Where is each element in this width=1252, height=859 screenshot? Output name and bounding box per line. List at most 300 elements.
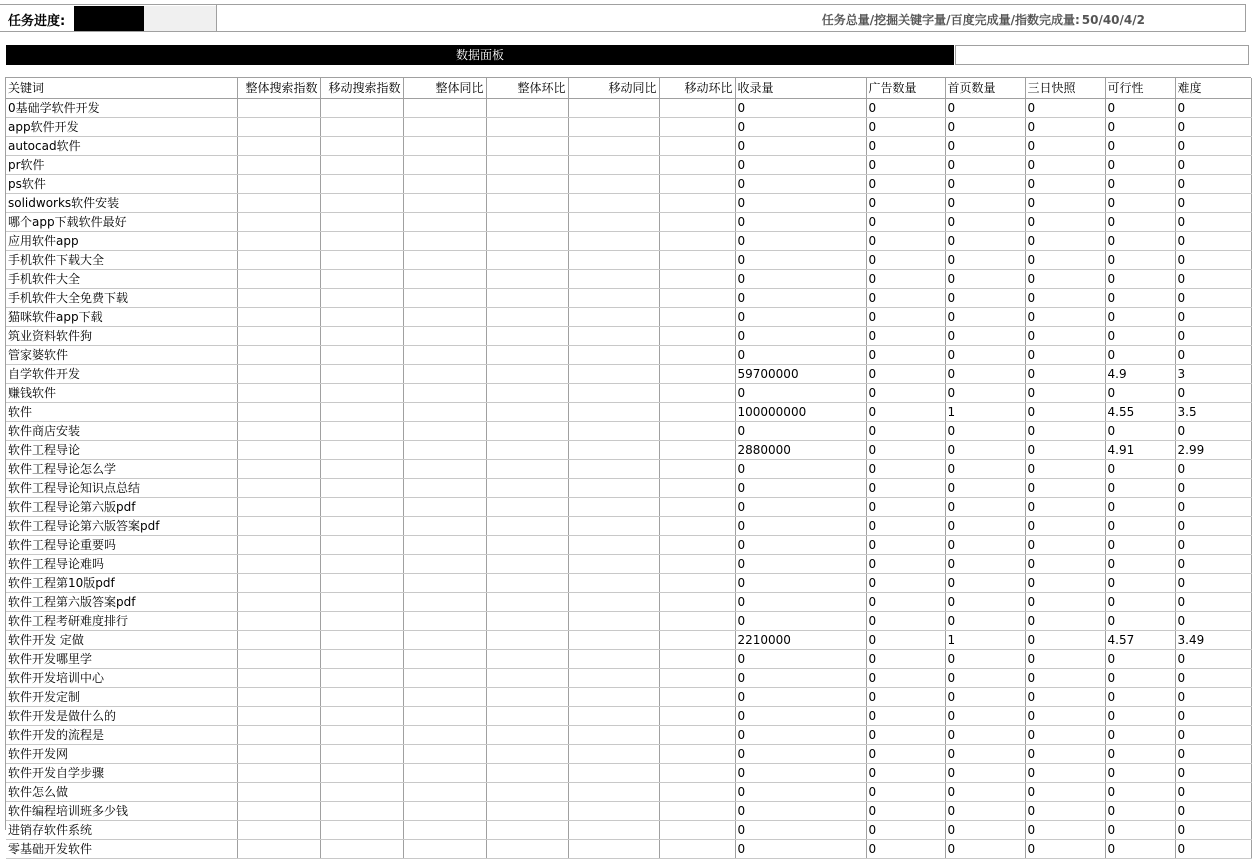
empty-cell <box>568 270 659 289</box>
value-cell: 0 <box>1105 764 1175 783</box>
value-cell: 0 <box>1175 802 1251 821</box>
table-row[interactable] <box>6 137 1251 156</box>
empty-cell <box>320 593 403 612</box>
value-cell: 0 <box>1175 726 1251 745</box>
value-cell: 0 <box>945 574 1025 593</box>
value-cell: 0 <box>1025 688 1105 707</box>
value-cell: 0 <box>1105 99 1175 118</box>
column-header[interactable]: 三日快照 <box>1025 78 1105 99</box>
value-cell: 0 <box>1105 574 1175 593</box>
value-cell: 0 <box>1025 308 1105 327</box>
value-cell: 0 <box>735 175 866 194</box>
empty-cell <box>320 498 403 517</box>
empty-cell <box>659 517 735 536</box>
task-summary-label: 任务总量/挖掘关键字量/百度完成量/指数完成量: <box>821 13 1080 27</box>
value-cell: 0 <box>866 346 945 365</box>
keyword-cell: 软件开发 定做 <box>6 631 237 650</box>
empty-cell <box>320 460 403 479</box>
keyword-cell: app软件开发 <box>6 118 237 137</box>
column-header[interactable]: 整体搜索指数 <box>237 78 320 99</box>
value-cell: 4.9 <box>1105 365 1175 384</box>
value-cell: 0 <box>1175 745 1251 764</box>
column-header[interactable]: 移动同比 <box>568 78 659 99</box>
empty-cell <box>237 612 320 631</box>
empty-cell <box>320 479 403 498</box>
empty-cell <box>320 137 403 156</box>
empty-cell <box>486 612 568 631</box>
value-cell: 0 <box>866 232 945 251</box>
table-row[interactable] <box>6 308 1251 327</box>
column-header[interactable]: 移动环比 <box>659 78 735 99</box>
progress-label: 任务进度: <box>8 14 66 29</box>
empty-cell <box>486 840 568 859</box>
column-header[interactable]: 首页数量 <box>945 78 1025 99</box>
value-cell: 0 <box>1025 327 1105 346</box>
empty-cell <box>568 156 659 175</box>
task-summary <box>822 11 1145 28</box>
value-cell: 0 <box>735 840 866 859</box>
empty-cell <box>403 631 486 650</box>
keyword-cell: 软件开发自学步骤 <box>6 764 237 783</box>
value-cell: 0 <box>866 213 945 232</box>
value-cell: 0 <box>1105 137 1175 156</box>
value-cell: 0 <box>866 726 945 745</box>
table-row[interactable] <box>6 612 1251 631</box>
table-row[interactable] <box>6 517 1251 536</box>
value-cell: 0 <box>1175 251 1251 270</box>
empty-cell <box>237 498 320 517</box>
value-cell: 0 <box>1175 536 1251 555</box>
table-row[interactable] <box>6 289 1251 308</box>
panel-side-box <box>955 45 1249 65</box>
empty-cell <box>486 517 568 536</box>
empty-cell <box>403 821 486 840</box>
empty-cell <box>568 574 659 593</box>
value-cell: 0 <box>866 270 945 289</box>
keyword-cell: pr软件 <box>6 156 237 175</box>
value-cell: 1 <box>945 403 1025 422</box>
value-cell: 0 <box>945 650 1025 669</box>
empty-cell <box>237 422 320 441</box>
empty-cell <box>568 441 659 460</box>
value-cell: 0 <box>866 327 945 346</box>
keyword-cell: 软件开发定制 <box>6 688 237 707</box>
empty-cell <box>403 289 486 308</box>
value-cell: 0 <box>1025 194 1105 213</box>
value-cell: 0 <box>1105 802 1175 821</box>
keyword-cell: 软件工程导论重要吗 <box>6 536 237 555</box>
value-cell: 0 <box>945 802 1025 821</box>
table-row[interactable] <box>6 688 1251 707</box>
empty-cell <box>403 99 486 118</box>
value-cell: 0 <box>945 422 1025 441</box>
value-cell: 0 <box>1105 422 1175 441</box>
table-row[interactable] <box>6 555 1251 574</box>
value-cell: 0 <box>866 460 945 479</box>
value-cell: 0 <box>1175 479 1251 498</box>
table-row[interactable] <box>6 574 1251 593</box>
table-row[interactable] <box>6 802 1251 821</box>
empty-cell <box>568 308 659 327</box>
empty-cell <box>568 802 659 821</box>
empty-cell <box>403 194 486 213</box>
empty-cell <box>237 650 320 669</box>
value-cell: 0 <box>1175 574 1251 593</box>
value-cell: 0 <box>735 821 866 840</box>
table-row[interactable] <box>6 270 1251 289</box>
value-cell: 0 <box>866 669 945 688</box>
empty-cell <box>659 289 735 308</box>
table-row[interactable] <box>6 441 1251 460</box>
column-header[interactable]: 整体同比 <box>403 78 486 99</box>
column-header[interactable]: 难度 <box>1175 78 1251 99</box>
empty-cell <box>486 308 568 327</box>
empty-cell <box>486 251 568 270</box>
value-cell: 0 <box>735 346 866 365</box>
value-cell: 0 <box>1025 821 1105 840</box>
table-row[interactable] <box>6 764 1251 783</box>
value-cell: 0 <box>1105 498 1175 517</box>
empty-cell <box>237 593 320 612</box>
table-row[interactable] <box>6 327 1251 346</box>
empty-cell <box>486 137 568 156</box>
empty-cell <box>486 213 568 232</box>
empty-cell <box>568 118 659 137</box>
value-cell: 0 <box>1025 460 1105 479</box>
empty-cell <box>320 650 403 669</box>
empty-cell <box>659 707 735 726</box>
value-cell: 0 <box>735 422 866 441</box>
keyword-cell: 软件开发培训中心 <box>6 669 237 688</box>
value-cell: 0 <box>866 650 945 669</box>
value-cell: 0 <box>735 726 866 745</box>
value-cell: 0 <box>945 821 1025 840</box>
value-cell: 0 <box>1025 251 1105 270</box>
value-cell: 0 <box>945 745 1025 764</box>
value-cell: 0 <box>945 726 1025 745</box>
empty-cell <box>403 783 486 802</box>
value-cell: 2210000 <box>735 631 866 650</box>
empty-cell <box>486 650 568 669</box>
value-cell: 0 <box>866 251 945 270</box>
empty-cell <box>659 783 735 802</box>
value-cell: 0 <box>735 479 866 498</box>
progress-divider <box>216 5 217 31</box>
empty-cell <box>403 175 486 194</box>
empty-cell <box>320 346 403 365</box>
empty-cell <box>320 156 403 175</box>
empty-cell <box>659 764 735 783</box>
empty-cell <box>237 479 320 498</box>
value-cell: 0 <box>866 422 945 441</box>
table-row[interactable] <box>6 118 1251 137</box>
column-header[interactable]: 整体环比 <box>486 78 568 99</box>
empty-cell <box>320 175 403 194</box>
value-cell: 0 <box>735 194 866 213</box>
table-row[interactable] <box>6 726 1251 745</box>
value-cell: 0 <box>735 783 866 802</box>
empty-cell <box>237 232 320 251</box>
table-row[interactable] <box>6 422 1251 441</box>
value-cell: 0 <box>735 574 866 593</box>
value-cell: 0 <box>945 764 1025 783</box>
table-body <box>6 99 1251 859</box>
empty-cell <box>486 384 568 403</box>
empty-cell <box>568 555 659 574</box>
value-cell: 0 <box>1025 745 1105 764</box>
empty-cell <box>568 783 659 802</box>
empty-cell <box>486 175 568 194</box>
empty-cell <box>659 213 735 232</box>
value-cell: 0 <box>945 441 1025 460</box>
empty-cell <box>320 783 403 802</box>
table-row[interactable] <box>6 745 1251 764</box>
value-cell: 0 <box>945 346 1025 365</box>
keyword-cell: ps软件 <box>6 175 237 194</box>
value-cell: 0 <box>1175 783 1251 802</box>
empty-cell <box>403 384 486 403</box>
empty-cell <box>659 175 735 194</box>
empty-cell <box>659 479 735 498</box>
empty-cell <box>568 403 659 422</box>
empty-cell <box>403 612 486 631</box>
empty-cell <box>659 669 735 688</box>
table-row[interactable] <box>6 783 1251 802</box>
empty-cell <box>237 517 320 536</box>
empty-cell <box>659 270 735 289</box>
empty-cell <box>486 726 568 745</box>
empty-cell <box>659 232 735 251</box>
value-cell: 0 <box>1025 137 1105 156</box>
table-row[interactable] <box>6 479 1251 498</box>
value-cell: 0 <box>1105 308 1175 327</box>
empty-cell <box>659 802 735 821</box>
value-cell: 0 <box>1105 555 1175 574</box>
value-cell: 0 <box>1175 327 1251 346</box>
table-row[interactable] <box>6 232 1251 251</box>
empty-cell <box>320 536 403 555</box>
keyword-cell: 软件工程导论怎么学 <box>6 460 237 479</box>
value-cell: 0 <box>1175 498 1251 517</box>
value-cell: 1 <box>945 631 1025 650</box>
empty-cell <box>320 327 403 346</box>
empty-cell <box>403 213 486 232</box>
progress-fill <box>74 6 144 31</box>
value-cell: 0 <box>1105 270 1175 289</box>
empty-cell <box>568 764 659 783</box>
empty-cell <box>403 593 486 612</box>
table-row[interactable] <box>6 156 1251 175</box>
value-cell: 0 <box>866 593 945 612</box>
empty-cell <box>403 365 486 384</box>
value-cell: 0 <box>945 289 1025 308</box>
empty-cell <box>403 479 486 498</box>
value-cell: 0 <box>735 764 866 783</box>
empty-cell <box>568 498 659 517</box>
table-row[interactable] <box>6 593 1251 612</box>
value-cell: 0 <box>945 593 1025 612</box>
value-cell: 0 <box>1105 213 1175 232</box>
value-cell: 0 <box>1105 479 1175 498</box>
empty-cell <box>237 194 320 213</box>
empty-cell <box>237 631 320 650</box>
value-cell: 0 <box>866 802 945 821</box>
keyword-cell: 软件开发网 <box>6 745 237 764</box>
value-cell: 0 <box>1025 726 1105 745</box>
empty-cell <box>568 517 659 536</box>
value-cell: 0 <box>735 650 866 669</box>
table-row[interactable] <box>6 175 1251 194</box>
value-cell: 59700000 <box>735 365 866 384</box>
keyword-table[interactable] <box>5 77 1251 856</box>
empty-cell <box>237 99 320 118</box>
keyword-cell: 软件工程导论第六版答案pdf <box>6 517 237 536</box>
table-row[interactable] <box>6 251 1251 270</box>
empty-cell <box>568 251 659 270</box>
empty-cell <box>403 688 486 707</box>
value-cell: 0 <box>1025 441 1105 460</box>
empty-cell <box>486 441 568 460</box>
empty-cell <box>403 555 486 574</box>
value-cell: 0 <box>1175 612 1251 631</box>
value-cell: 0 <box>735 593 866 612</box>
table-row[interactable] <box>6 460 1251 479</box>
value-cell: 0 <box>866 194 945 213</box>
value-cell: 0 <box>735 99 866 118</box>
value-cell: 2880000 <box>735 441 866 460</box>
column-header[interactable]: 广告数量 <box>866 78 945 99</box>
value-cell: 0 <box>866 783 945 802</box>
empty-cell <box>659 346 735 365</box>
keyword-cell: 软件工程考研难度排行 <box>6 612 237 631</box>
table-row[interactable] <box>6 821 1251 840</box>
table-row[interactable] <box>6 384 1251 403</box>
value-cell: 0 <box>945 327 1025 346</box>
empty-cell <box>237 156 320 175</box>
value-cell: 0 <box>945 194 1025 213</box>
table-row[interactable] <box>6 403 1251 422</box>
empty-cell <box>237 441 320 460</box>
value-cell: 0 <box>735 327 866 346</box>
empty-cell <box>486 289 568 308</box>
table-row[interactable] <box>6 99 1251 118</box>
value-cell: 0 <box>866 498 945 517</box>
keyword-cell: 自学软件开发 <box>6 365 237 384</box>
empty-cell <box>403 764 486 783</box>
value-cell: 0 <box>945 517 1025 536</box>
value-cell: 0 <box>1105 707 1175 726</box>
table-row[interactable] <box>6 194 1251 213</box>
empty-cell <box>320 555 403 574</box>
value-cell: 0 <box>866 517 945 536</box>
empty-cell <box>403 745 486 764</box>
empty-cell <box>403 137 486 156</box>
table-row[interactable] <box>6 498 1251 517</box>
value-cell: 0 <box>1025 156 1105 175</box>
value-cell: 0 <box>1105 232 1175 251</box>
empty-cell <box>659 821 735 840</box>
value-cell: 0 <box>945 669 1025 688</box>
value-cell: 0 <box>1175 555 1251 574</box>
keyword-cell: 手机软件下载大全 <box>6 251 237 270</box>
empty-cell <box>237 574 320 593</box>
keyword-cell: 软件 <box>6 403 237 422</box>
value-cell: 0 <box>735 251 866 270</box>
value-cell: 0 <box>735 118 866 137</box>
table-row[interactable] <box>6 669 1251 688</box>
value-cell: 0 <box>945 156 1025 175</box>
value-cell: 0 <box>866 840 945 859</box>
value-cell: 0 <box>866 688 945 707</box>
keyword-cell: 软件开发哪里学 <box>6 650 237 669</box>
value-cell: 0 <box>1025 650 1105 669</box>
empty-cell <box>659 99 735 118</box>
column-header[interactable]: 收录量 <box>735 78 866 99</box>
value-cell: 0 <box>1175 650 1251 669</box>
empty-cell <box>659 612 735 631</box>
table-row[interactable] <box>6 650 1251 669</box>
empty-cell <box>237 707 320 726</box>
value-cell: 0 <box>1105 612 1175 631</box>
empty-cell <box>568 365 659 384</box>
empty-cell <box>659 631 735 650</box>
table-row[interactable] <box>6 213 1251 232</box>
empty-cell <box>659 403 735 422</box>
keyword-cell: 软件工程导论知识点总结 <box>6 479 237 498</box>
value-cell: 0 <box>1105 688 1175 707</box>
value-cell: 0 <box>1025 707 1105 726</box>
table-row[interactable] <box>6 631 1251 650</box>
column-header[interactable]: 移动搜索指数 <box>320 78 403 99</box>
empty-cell <box>320 764 403 783</box>
value-cell: 0 <box>1025 840 1105 859</box>
value-cell: 0 <box>866 99 945 118</box>
empty-cell <box>568 384 659 403</box>
table-row[interactable] <box>6 536 1251 555</box>
table-row[interactable] <box>6 840 1251 859</box>
value-cell: 0 <box>866 612 945 631</box>
table-row[interactable] <box>6 365 1251 384</box>
column-header[interactable]: 关键词 <box>6 78 237 99</box>
value-cell: 0 <box>1025 764 1105 783</box>
empty-cell <box>659 365 735 384</box>
progress-track <box>74 6 216 31</box>
value-cell: 0 <box>735 384 866 403</box>
value-cell: 0 <box>735 232 866 251</box>
value-cell: 0 <box>1105 327 1175 346</box>
empty-cell <box>659 574 735 593</box>
table-row[interactable] <box>6 707 1251 726</box>
keyword-cell: 应用软件app <box>6 232 237 251</box>
empty-cell <box>237 555 320 574</box>
value-cell: 0 <box>945 175 1025 194</box>
empty-cell <box>403 840 486 859</box>
empty-cell <box>486 555 568 574</box>
keyword-cell: 筑业资料软件狗 <box>6 327 237 346</box>
value-cell: 0 <box>866 707 945 726</box>
value-cell: 0 <box>1025 669 1105 688</box>
empty-cell <box>403 574 486 593</box>
value-cell: 0 <box>1025 536 1105 555</box>
empty-cell <box>568 821 659 840</box>
value-cell: 0 <box>1105 289 1175 308</box>
value-cell: 0 <box>1175 194 1251 213</box>
value-cell: 0 <box>945 232 1025 251</box>
column-header[interactable]: 可行性 <box>1105 78 1175 99</box>
empty-cell <box>237 460 320 479</box>
value-cell: 0 <box>1025 289 1105 308</box>
table-row[interactable] <box>6 346 1251 365</box>
